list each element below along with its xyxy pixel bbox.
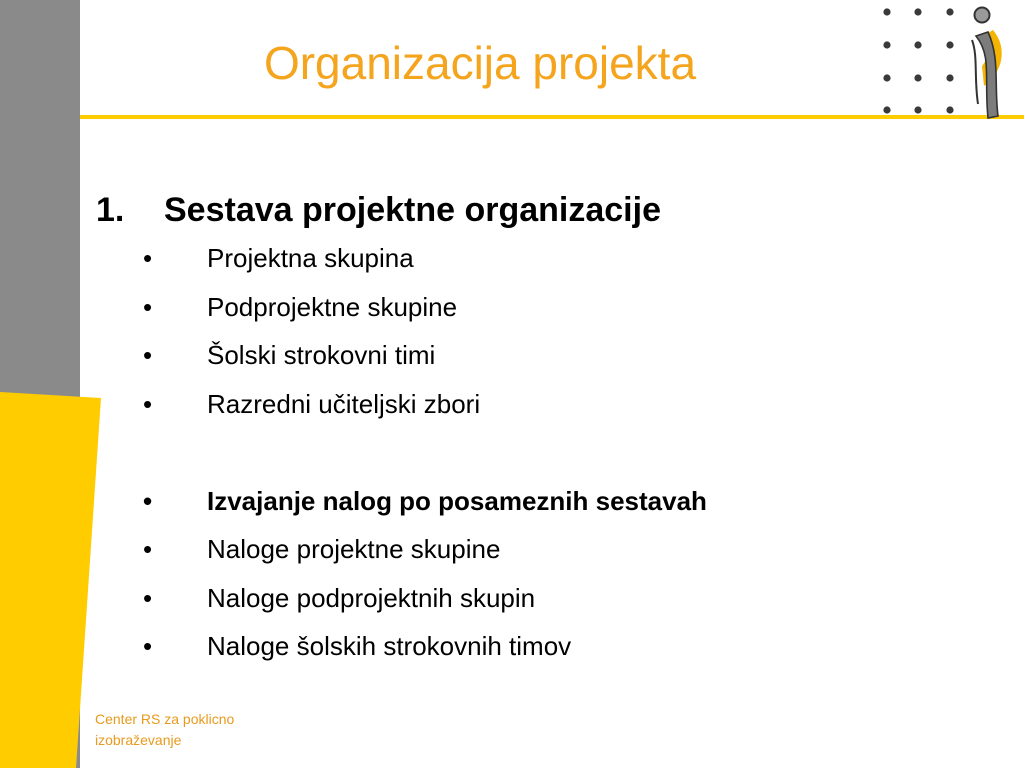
list-item-text: Naloge šolskih strokovnih timov: [207, 631, 572, 661]
list-item: [96, 574, 996, 623]
section-heading: [96, 188, 996, 232]
list-item-text: Izvajanje nalog po posameznih sestavah: [207, 485, 707, 516]
list-item-text: Projektna skupina: [207, 243, 414, 273]
list-item: [96, 283, 996, 332]
bullet-icon: •: [143, 485, 153, 516]
bullet-list: [96, 234, 996, 671]
bullet-icon: •: [143, 243, 153, 273]
footer-line-1: Center RS za poklicno: [95, 711, 235, 727]
list-item: [96, 234, 996, 283]
footer-org-name: [95, 709, 295, 751]
bullet-icon: •: [143, 388, 153, 419]
bullet-icon: •: [143, 534, 153, 564]
footer-line-2: izobraževanje: [95, 732, 182, 748]
list-item-text: Podprojektne skupine: [207, 291, 458, 322]
list-item: [96, 525, 996, 574]
list-item-text: Naloge projektne skupine: [207, 534, 501, 564]
list-item-text: Razredni učiteljski zbori: [207, 388, 481, 419]
list-item-text: Naloge podprojektnih skupin: [207, 582, 536, 613]
bullet-icon: •: [143, 340, 153, 370]
list-spacer: [96, 428, 996, 477]
bullet-icon: •: [143, 631, 153, 661]
list-item-bold: [96, 477, 996, 526]
list-item: [96, 622, 996, 671]
bullet-icon: •: [143, 291, 153, 322]
list-item-text: Šolski strokovni timi: [207, 340, 436, 370]
section-heading-text: Sestava projektne organizacije: [164, 191, 661, 229]
logo-icon: [872, 0, 1024, 124]
slide-content: [96, 188, 996, 671]
list-item: [96, 380, 996, 429]
slide-title: Organizacija projekta: [263, 37, 697, 89]
list-item: [96, 331, 996, 380]
section-number: 1.: [96, 191, 125, 229]
bullet-icon: •: [143, 582, 153, 613]
